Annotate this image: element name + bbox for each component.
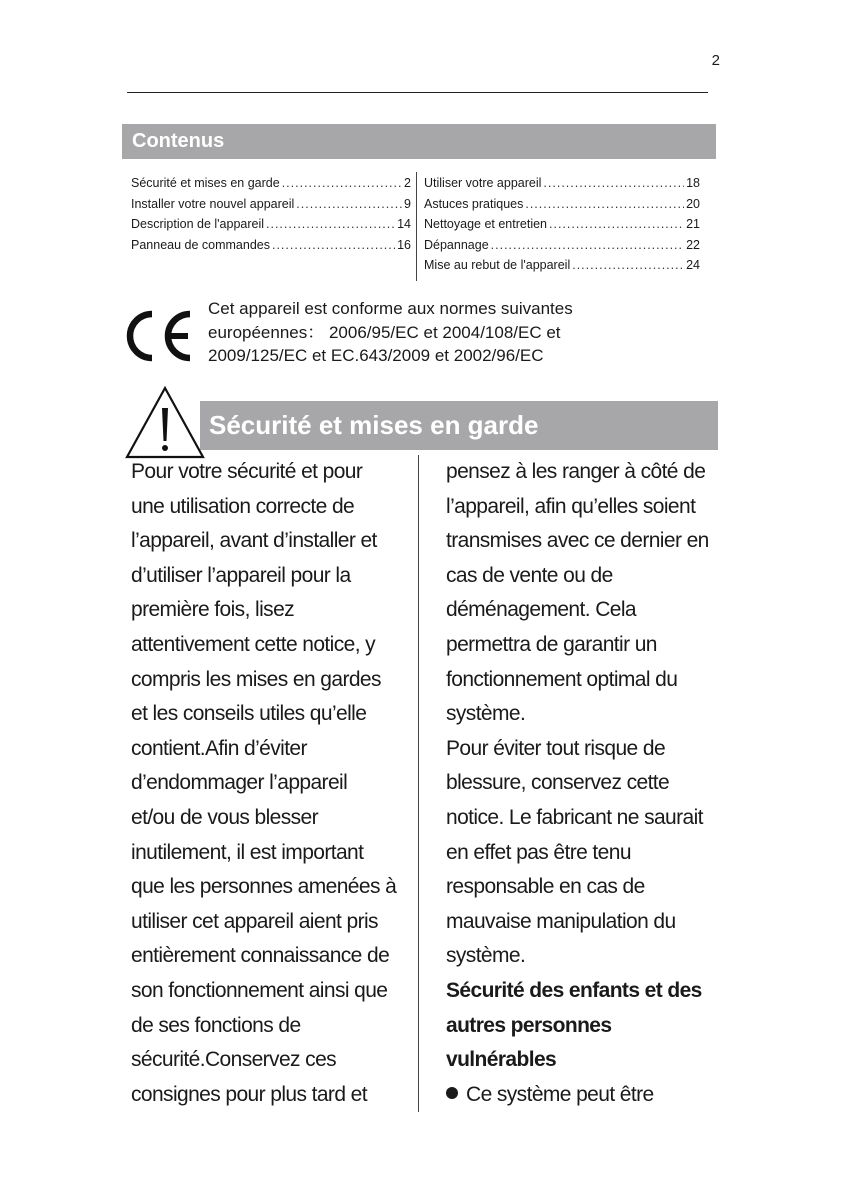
body-line: l’appareil, afin qu’elles soient [446,494,696,518]
body-line: son fonctionnement ainsi que [131,978,388,1002]
toc-entry-label: Sécurité et mises en garde [131,176,280,190]
subheading-line: Sécurité des enfants et des [446,978,702,1002]
safety-left-column [131,455,406,1112]
toc-leader [282,173,402,194]
body-line: pensez à les ranger à côté de [446,460,706,483]
conformity-statement [208,297,678,368]
toc-entry[interactable] [131,214,411,235]
body-line: contient.Afin d’éviter [131,736,307,760]
body-line: inutilement, il est important [131,840,364,864]
toc-leader [525,194,684,215]
bullet-text: Ce système peut être [466,1082,654,1106]
bullet-icon [446,1087,458,1099]
toc-entry-label: Description de l'appareil [131,217,265,231]
toc-entry-page: 16 [397,237,411,252]
body-line: de ses fonctions de [131,1013,301,1037]
subheading-line: autres personnes [446,1013,612,1037]
warning-triangle-icon [124,384,206,460]
toc-entry[interactable] [131,173,411,194]
body-line: blessure, conservez cette [446,771,670,795]
toc-leader [272,235,395,256]
toc-entry[interactable] [131,235,411,256]
body-line: système. [446,702,526,726]
toc-entry-label: Nettoyage et entretien [424,217,547,231]
body-line: d’endommager l’appareil [131,771,348,795]
header-rule [127,92,708,93]
toc-entry-page: 18 [686,176,700,190]
toc-entry[interactable] [424,173,700,194]
toc-entry-page: 14 [397,217,411,231]
body-line: et/ou de vous blesser [131,805,319,829]
body-line: consignes pour plus tard et [131,1082,367,1106]
toc-entry-label: Astuces pratiques [424,196,524,211]
toc-entry-page: 9 [404,196,411,211]
ce-mark-icon [122,306,194,366]
toc-entry-label: Utiliser votre appareil [424,176,542,190]
body-line: l’appareil, avant d’installer et [131,529,377,553]
contents-heading [122,124,716,159]
toc-entry[interactable] [424,214,700,235]
body-line: première fois, lisez [131,598,295,622]
body-line: compris les mises en gardes [131,667,381,691]
toc-entry-page: 24 [686,258,700,272]
toc-entry[interactable] [424,194,700,215]
body-line: permettra de garantir un [446,632,657,656]
toc-leader [572,255,684,276]
body-line: mauvaise manipulation du [446,909,676,933]
toc-right-column [424,173,700,276]
body-line: sécurité.Conservez ces [131,1048,337,1072]
toc-entry-label: Installer votre nouvel appareil [131,196,295,211]
toc-entry[interactable] [424,235,700,256]
body-line: en effet pas être tenu [446,840,631,864]
body-line: Pour votre sécurité et pour [131,460,363,483]
body-line: Pour éviter tout risque de [446,736,666,760]
toc-leader [296,194,402,215]
body-line: et les conseils utiles qu’elle [131,702,367,726]
body-line: une utilisation correcte de [131,494,355,518]
toc-entry-page: 2 [404,176,411,190]
toc-entry-page: 21 [686,217,700,231]
toc-divider [416,172,417,281]
toc-entry[interactable] [131,194,411,215]
safety-heading [200,401,718,450]
body-line: système. [446,944,526,968]
body-line: transmises avec ce dernier en [446,529,709,553]
toc-left-column [131,173,411,255]
toc-leader [549,214,684,235]
toc-entry[interactable] [424,255,700,276]
conformity-line: 2009/125/EC et EC.643/2009 et 2002/96/EC [208,346,544,365]
body-line: cas de vente ou de [446,563,613,587]
body-line: fonctionnement optimal du [446,667,678,691]
toc-entry-page: 20 [686,196,700,211]
conformity-line: européennes： 2006/95/EC et 2004/108/EC et [208,322,561,342]
body-line: entièrement connaissance de [131,944,390,968]
column-divider [418,455,419,1112]
safety-right-column [446,455,716,1112]
body-line: attentivement cette notice, y [131,632,376,656]
toc-entry-label: Mise au rebut de l'appareil [424,258,571,272]
toc-entry-page: 22 [686,237,700,252]
toc-leader [543,173,684,194]
body-line: notice. Le fabricant ne saurait [446,805,703,829]
conformity-line: Cet appareil est conforme aux normes suivantes [208,299,573,318]
body-line: responsable en cas de [446,875,645,899]
body-line: que les personnes amenées à [131,875,397,899]
toc-entry-label: Dépannage [424,237,489,252]
bullet-item [446,1078,716,1113]
subheading-line: vulnérables [446,1048,557,1072]
toc-leader [266,214,395,235]
body-line: d’utiliser l’appareil pour la [131,563,351,587]
toc-entry-label: Panneau de commandes [131,237,270,252]
safety-title: Sécurité et mises en garde [209,410,539,440]
page-number: 2 [711,52,720,69]
contents-title: Contenus [132,130,225,152]
body-line: déménagement. Cela [446,598,636,622]
toc-leader [491,235,684,256]
body-line: utiliser cet appareil aient pris [131,909,378,933]
